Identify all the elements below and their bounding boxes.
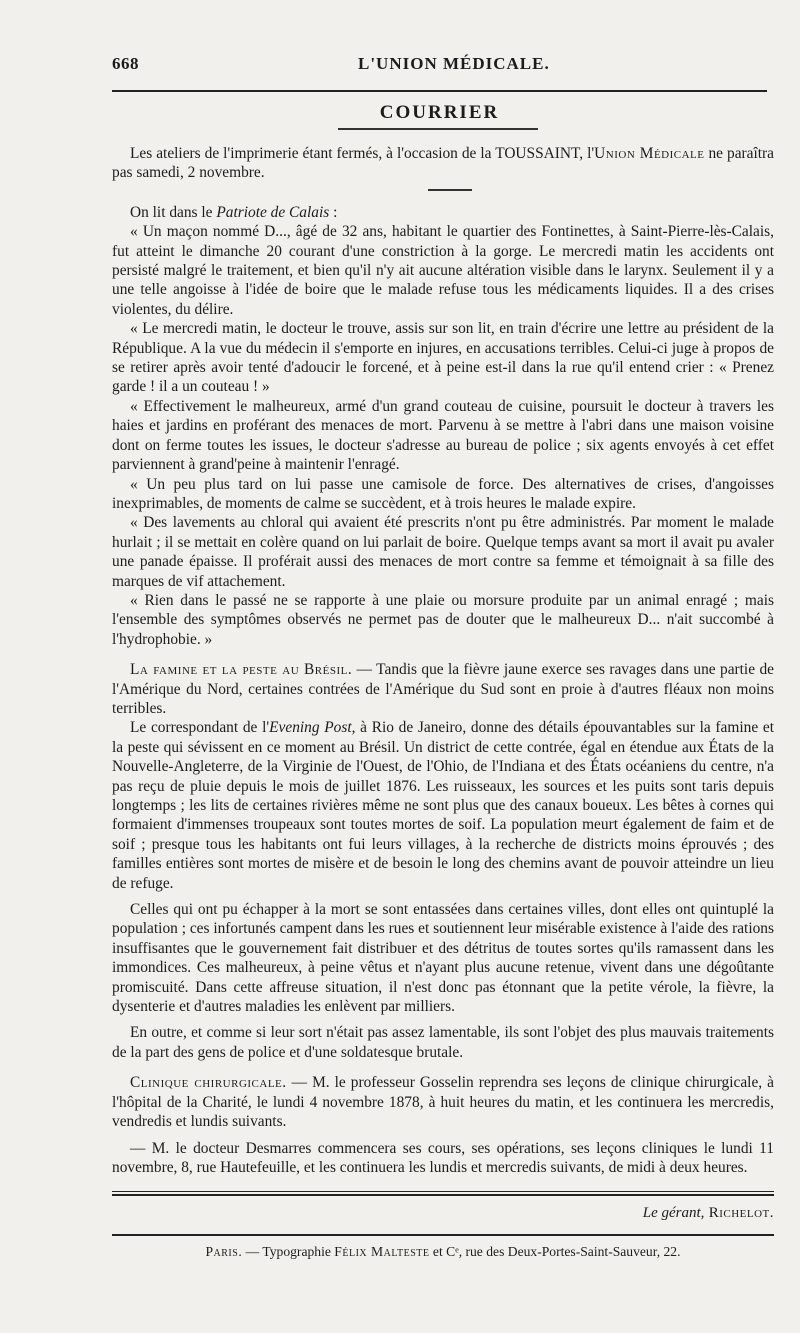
title-rule — [338, 128, 538, 130]
calais-paragraph: « Des lavements au chloral qui avaient été prescrits n'ont pu être administrés. Par moment le malade hurlait ; il se mettait en colère quand on lui parlait de boire. Quelque temps avant sa mort il avait pu avaler une panade épaisse. Il proférait aussi des menaces de mort contre sa femme et témoignait à sa fille des marques de vif attachement. — [112, 514, 774, 590]
famine-heading: La famine et la peste au Brésil. — [130, 661, 353, 679]
footer-rule — [112, 1234, 774, 1236]
calais-paragraph: « Le mercredi matin, le docteur le trouve, assis sur son lit, en train d'écrire une lettre au président de la République. A la vue du médecin il s'emporte en injures, en accusations terribles. Celui-ci juge à propos de se retirer après avoir tenté d'adoucir le forcené, et à peine est-il dans la rue qu'il entend crier : « Prenez garde ! il a un couteau ! » — [112, 320, 774, 396]
clinique-paragraph: — M. le docteur Desmarres commencera ses cours, ses opérations, ses leçons cliniques le lundi 11 novembre, 8, rue Hautefeuille, et les continuera les lundis et mercredis suivants, de midi à deux heures. — [112, 1139, 774, 1176]
closure-notice: Les ateliers de l'imprimerie étant fermés, à l'occasion de la TOUSSAINT, l'Union Médicale ne paraîtra pas samedi, 2 novembre. — [112, 145, 774, 182]
newspaper-name: Evening Post — [269, 719, 352, 737]
famine-paragraph: Celles qui ont pu échapper à la mort se sont entassées dans certaines villes, dont elles ont quintuplé la population ; ces infortunés campent dans les rues et soutiennent leur misérable existence à l'aide des rations insuffisantes que le gouvernement fait distribuer et des détritus de toutes sortes qu'ils ramassent dans les immondices. Ces malheureux, à peine vêtus et n'ayant plus aucune retenue, vivent dans une dégoûtante promiscuité. Dans cette affreuse situation, il n'est donc pas étonnant que la petite vérole, la fièvre, la dysenterie et d'autres maladies les enlèvent par milliers. — [112, 901, 774, 1016]
section-title: COURRIER — [379, 102, 500, 123]
signature-rule — [112, 1194, 774, 1196]
calais-paragraph: « Rien dans le passé ne se rapporte à une plaie ou morsure produite par un animal enragé ; mais l'ensemble des symptômes observés ne permet pas de douter que le malheureux D... n'ait succombé à l'hydrophobie. » — [112, 591, 774, 648]
separator-rule — [428, 189, 472, 191]
clinique-heading: Clinique chirurgicale. — [130, 1074, 287, 1092]
newspaper-name: Patriote de Calais — [216, 203, 330, 221]
clinique-paragraph: Clinique chirurgicale. — M. le professeur Gosselin reprendra ses leçons de clinique chirurgicale, à l'hôpital de la Charité, le lundi 4 novembre 1878, à huit heures du matin, et les continuera les mercredis, vendredis et lundis suivants. — [112, 1074, 774, 1131]
famine-paragraph: En outre, et comme si leur sort n'était pas assez lamentable, ils sont l'objet des plus mauvais traitements de la part des gens de police et d'une soldatesque brutale. — [112, 1024, 774, 1061]
calais-paragraph: « Effectivement le malheureux, armé d'un grand couteau de cuisine, poursuit le docteur à travers les haies et jardins en proférant des menaces de mort. Parvenu à se mettre à l'abri dans une maison voisine dont on ferme toutes les issues, le docteur s'adresse au bureau de police ; six agents envoyés à cet effet parviennent à grand'peine à maintenir l'enragé. — [112, 397, 774, 474]
calais-paragraph: « Un peu plus tard on lui passe une camisole de force. Des alternatives de crises, d'angoisses inexprimables, de moments de calme se succèdent, et à trois heures le malade expire. — [112, 475, 774, 512]
signature: Le gérant, Richelot. — [642, 1205, 774, 1222]
signature-rule — [112, 1191, 774, 1192]
header-rule — [112, 90, 767, 92]
journal-name: Union Médicale — [594, 145, 705, 162]
famine-lead: La famine et la peste au Brésil. — Tandis que la fièvre jaune exerce ses ravages dans une partie de l'Amérique du Nord, certaines contrées de l'Amérique du Sud sont en proie à d'autres fléaux non moins terribles. — [112, 661, 774, 717]
page-header — [112, 48, 778, 78]
printer-imprint: Paris. — Typographie Félix Malteste et Cᵉ, rue des Deux-Portes-Saint-Sauveur, 22. — [205, 1244, 681, 1260]
page-number: 668 — [112, 54, 139, 73]
calais-intro: On lit dans le Patriote de Calais : — [130, 203, 338, 221]
journal-title: L'UNION MÉDICALE. — [358, 54, 550, 73]
calais-paragraph: « Un maçon nommé D..., âgé de 32 ans, habitant le quartier des Fontinettes, à Saint-Pierre-lès-Calais, fut atteint le dimanche 20 courant d'une constriction à la gorge. Le mercredi matin les accidents ont persisté malgré le traitement, et bien qu'il n'y ait aucune altération visible dans le larynx. Seulement il y a une telle angoisse à l'idée de boire que le malade refuse tous les médicaments liquides. Il a des crises violentes, du délire. — [112, 223, 774, 318]
famine-paragraph: Le correspondant de l'Evening Post, à Rio de Janeiro, donne des détails épouvantables sur la famine et la peste qui sévissent en ce moment au Brésil. Un district de cette contrée, égal en étendue aux États de la Nouvelle-Angleterre, de la Virginie de l'Ouest, de l'Ohio, de l'Indiana et des États océaniens du centre, n'a pas reçu de pluie depuis le mois de juillet 1876. Les ruisseaux, les sources et les puits sont taris depuis longtemps ; les lits de certaines rivières même ne sont plus que des canaux boueux. Les bêtes à cornes qui formaient d'immenses troupeaux sont toutes mortes de soif. La population meurt également de faim et de soif ; presque tous les habitants ont fui leurs villages, à la recherche de districts moins éprouvés ; des familles entières sont mortes de misère et de besoin le long des chemins avant de pouvoir atteindre un lieu de refuge. — [112, 719, 774, 892]
